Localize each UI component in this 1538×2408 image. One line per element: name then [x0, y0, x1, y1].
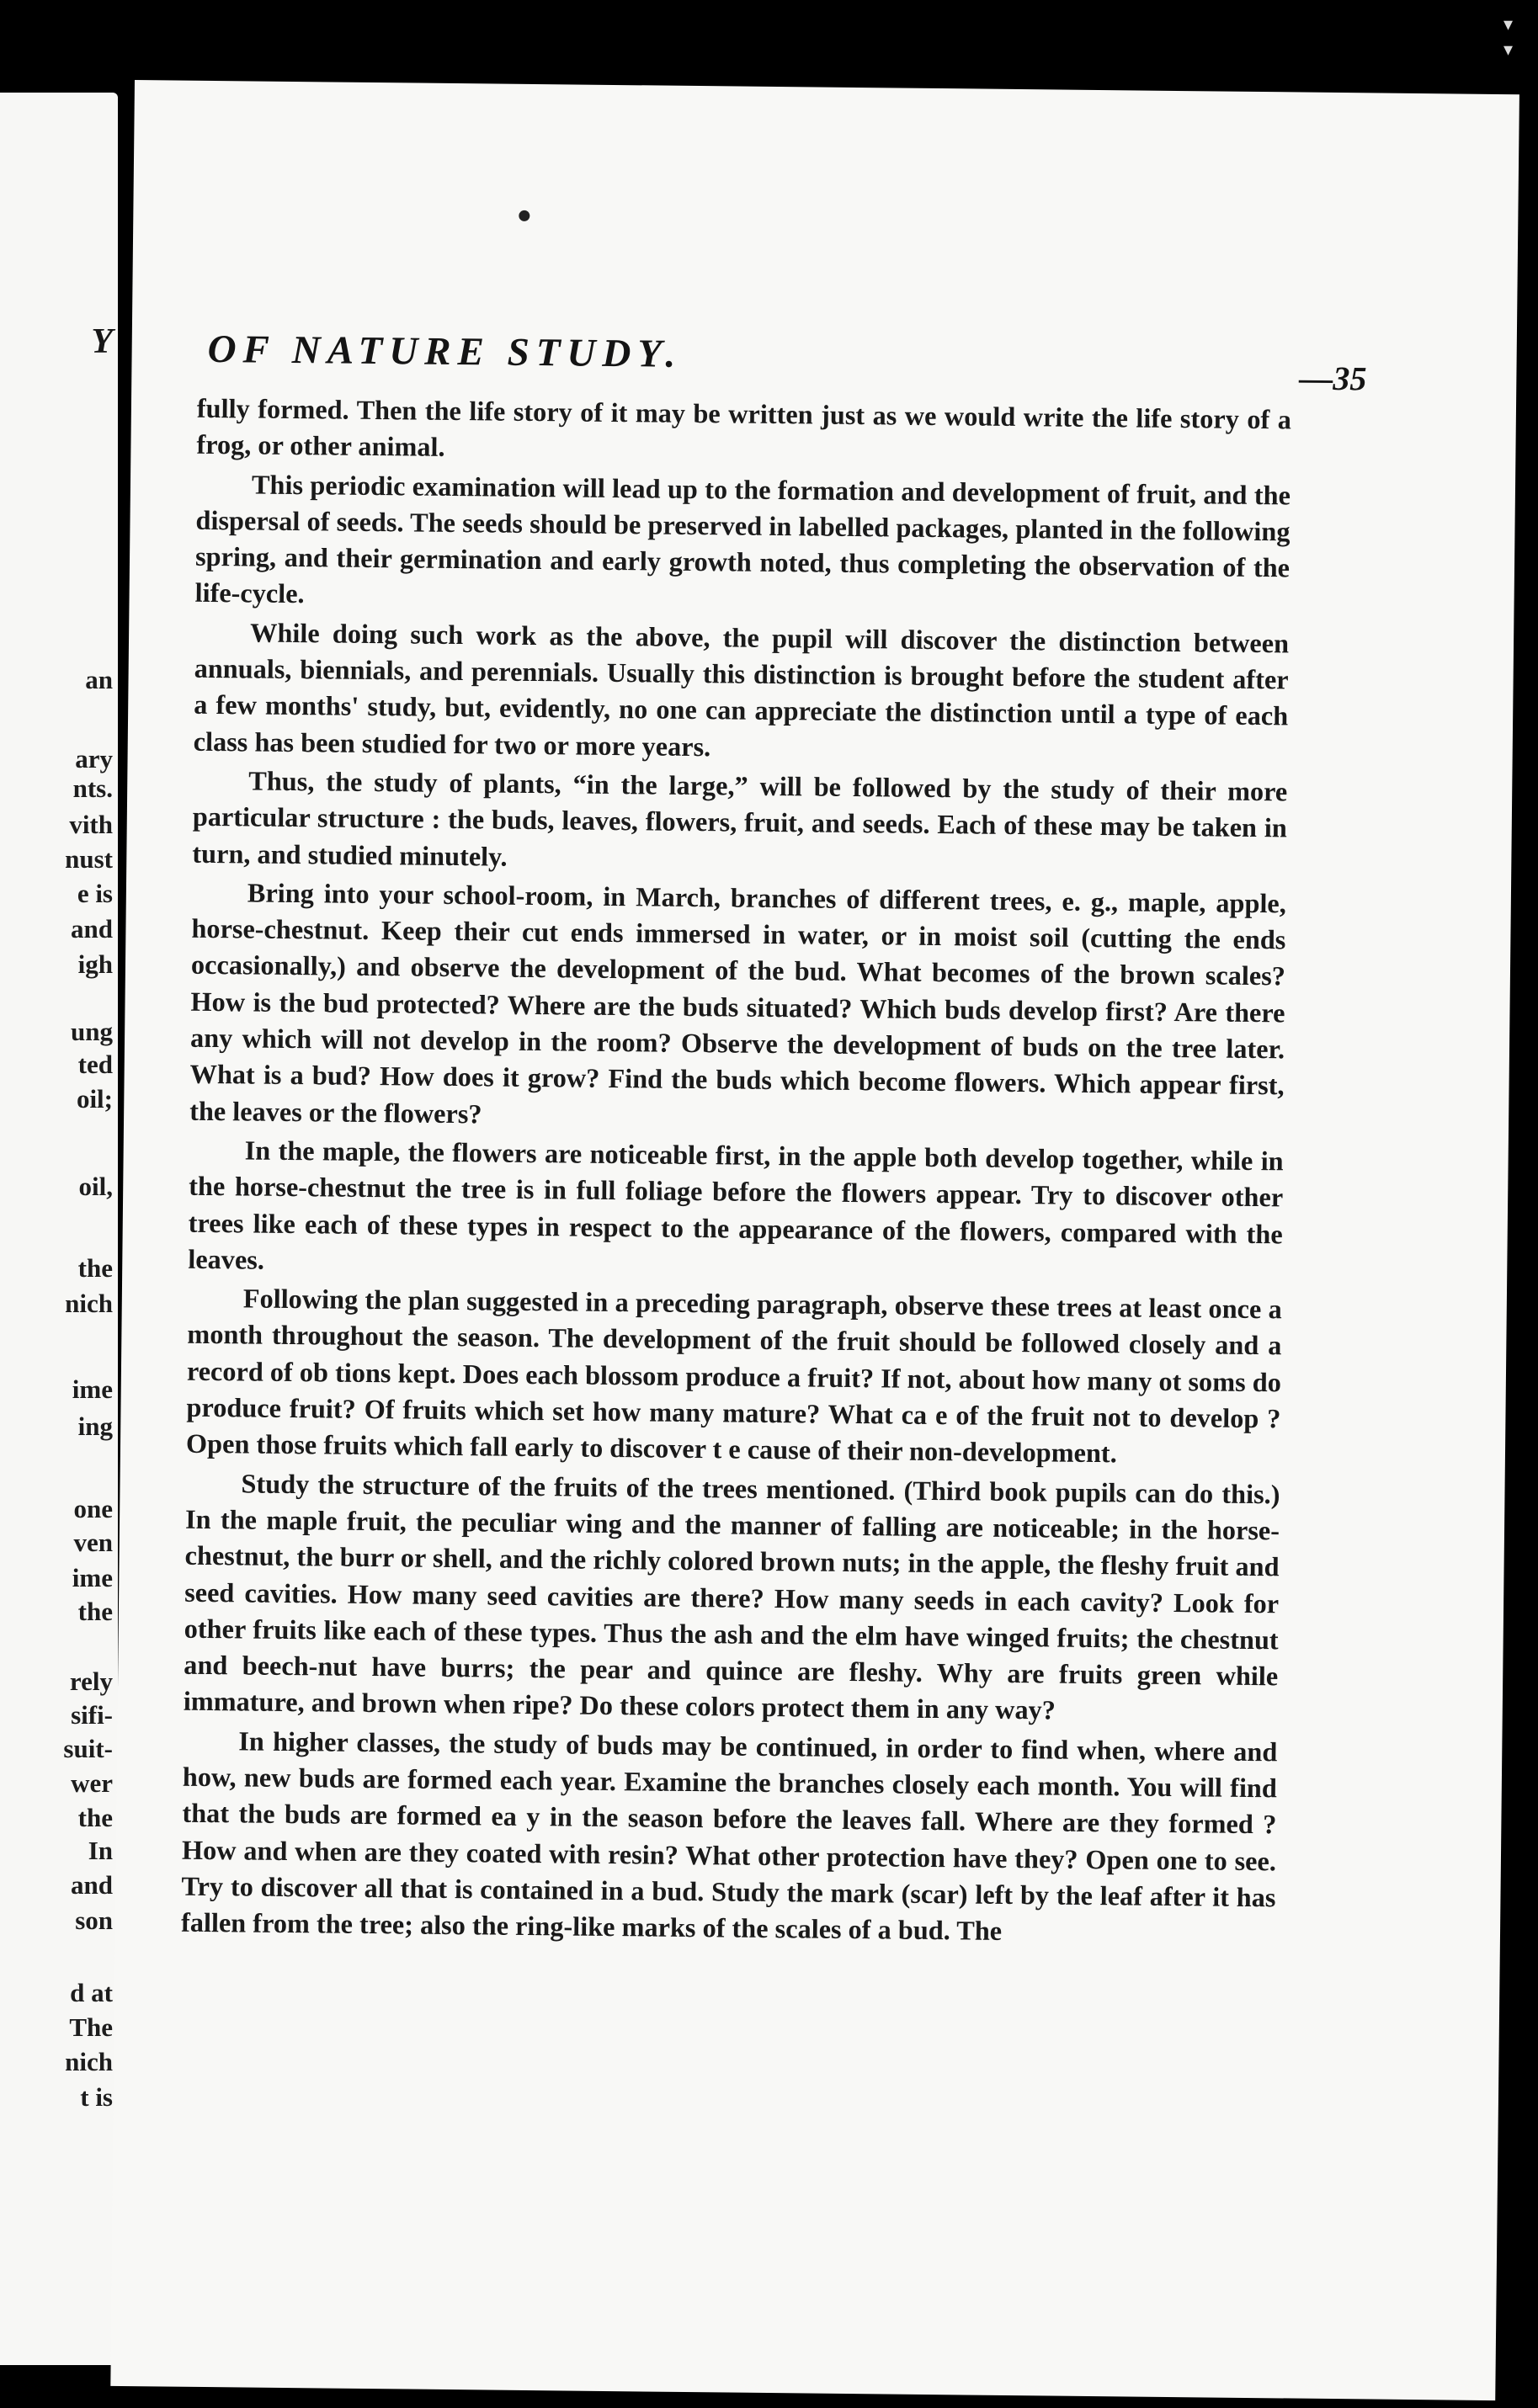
- paragraph: fully formed. Then the life story of it may be written just as we would write the life story of a frog, or other animal.: [196, 392, 1292, 463]
- left-page-fragment: the: [77, 1253, 113, 1283]
- paragraph: In higher classes, the study of buds may be continued, in order to find when, where and how, new buds are formed each year. Examine the branches closely each month. You will find that the buds are formed ea y in the season before the leaves fall. Where are they formed ? How and when are they coated with resin? What other protection have they? Open one to see. Try to discover all that is contained in a bud. Study the mark (scar) left by the leaf after it has fallen from the tree; also the ring-like marks of the scales of a bud. The: [180, 1725, 1278, 1947]
- running-head: OF NATURE STUDY.: [207, 327, 683, 376]
- left-page-fragment: e is: [77, 879, 113, 908]
- left-page-fragment: ven: [73, 1528, 113, 1557]
- left-page-fragment: oil,: [78, 1172, 113, 1201]
- left-page-fragment: nust: [65, 844, 113, 874]
- left-page: [0, 93, 118, 2365]
- left-page-fragment: ung: [71, 1017, 113, 1046]
- left-page-fragment: ime: [72, 1374, 113, 1404]
- left-page-fragment: nts.: [72, 773, 113, 803]
- left-page-fragment: igh: [77, 949, 113, 979]
- left-page-fragment: The: [69, 2012, 113, 2042]
- paragraph: In the maple, the flowers are noticeable first, in the apple both develop together, while in the horse-chestnut the tree is in full foliage before the flowers appear. Try to discover other trees like each of these types in respect to the appearance of the flowers, compared with the leaves.: [188, 1135, 1284, 1275]
- left-page-fragment: an: [85, 665, 113, 694]
- print-dot: [519, 210, 530, 221]
- corner-mark-top: ▾: [1503, 13, 1513, 35]
- left-page-fragment: sifi-: [71, 1700, 113, 1730]
- corner-mark-bottom: ▾: [1503, 39, 1513, 60]
- paragraph: Bring into your school-room, in March, branches of different trees, e. g., maple, apple, horse-chestnut. Keep their cut ends immersed in water, or in moist soil (cutting the ends occasionally,) and observe the development of the bud. What becomes of the brown scales? How is the bud protected? Where are the buds situated? Which buds develop first? Are there any which will not develop in the room? Observe the development of buds on the tree later. What is a bud? How does it grow? Find the buds which become flowers. Which appear first, the leaves or the flowers?: [189, 877, 1287, 1130]
- left-page-fragment: and: [71, 1870, 113, 1900]
- left-page-fragment: vith: [69, 810, 113, 839]
- paragraph: Study the structure of the fruits of the trees mentioned. (Third book pupils can do this.) In the maple fruit, the peculiar wing and the manner of falling are noticeable; in the horse-chestnut, the burr or shell, and the richly colored brown nuts; in the apple, the fleshy fruit and seed cavities. How many seed cavities are there? How many seeds in each cavity? Look for other fruits like each of these types. Thus the ash and the elm have winged fruits; the chestnut and beech-nut have burrs; the pear and quince are fleshy. Why are fruits green while immature, and brown when ripe? Do these colors protect them in any way?: [183, 1468, 1280, 1725]
- left-page-fragment: oil;: [76, 1084, 113, 1114]
- corner-mark: [1503, 12, 1513, 62]
- left-page-fragment: ime: [72, 1563, 113, 1592]
- paragraph: This periodic examination will lead up to the formation and development of fruit, and the dispersal of seeds. The seeds should be preserved in labelled packages, planted in the following spring, and their germination and early growth noted, thus completing the observation of the life-cycle.: [194, 469, 1291, 609]
- page-number: —35: [1299, 359, 1367, 398]
- left-page-fragment: nich: [65, 1289, 113, 1318]
- left-page-fragment: t is: [80, 2082, 113, 2112]
- left-page-fragment: ary: [75, 744, 113, 773]
- left-page-fragment: In: [88, 1836, 113, 1865]
- left-page-fragment: son: [75, 1906, 113, 1935]
- paragraph: Following the plan suggested in a preceding paragraph, observe these trees at least once a month throughout the season. The development of the fruit should be followed closely and a record of ob tions kept. Does each blossom produce a fruit? If not, about how many ot soms do produce fruit? Of fruits which set how many mature? What ca e of the fruit not to develop ? Open those fruits which fall early to discover t e cause of their non-development.: [185, 1283, 1282, 1469]
- paragraph: While doing such work as the above, the pupil will discover the distinction between annuals, biennials, and perennials. Usually this distinction is brought before the student after a few months' study, but, evidently, no one can appreciate the distinction until a type of each class has been studied for two or more years.: [193, 617, 1290, 762]
- left-page-fragment: ted: [77, 1050, 113, 1079]
- left-page-fragment: d at: [70, 1978, 113, 2007]
- left-page-fragment: nich: [65, 2047, 113, 2076]
- left-page-fragment: wer: [71, 1768, 113, 1798]
- body-text: [181, 391, 1291, 1955]
- paragraph: Thus, the study of plants, “in the large,” will be followed by the study of their more particular structure : the buds, leaves, flowers, fruit, and seeds. Each of these may be taken in turn, and studied minutely.: [192, 765, 1288, 872]
- left-page-fragment: ing: [77, 1411, 113, 1441]
- left-page-header-fragment: Y: [91, 322, 113, 361]
- left-page-fragment: the: [77, 1597, 113, 1626]
- left-page-fragment: suit-: [63, 1734, 113, 1763]
- left-page-fragment: rely: [69, 1666, 113, 1696]
- left-page-fragment: one: [73, 1494, 113, 1523]
- main-page: [110, 80, 1519, 2400]
- left-page-fragment: and: [71, 914, 113, 944]
- left-page-fragment: the: [77, 1803, 113, 1832]
